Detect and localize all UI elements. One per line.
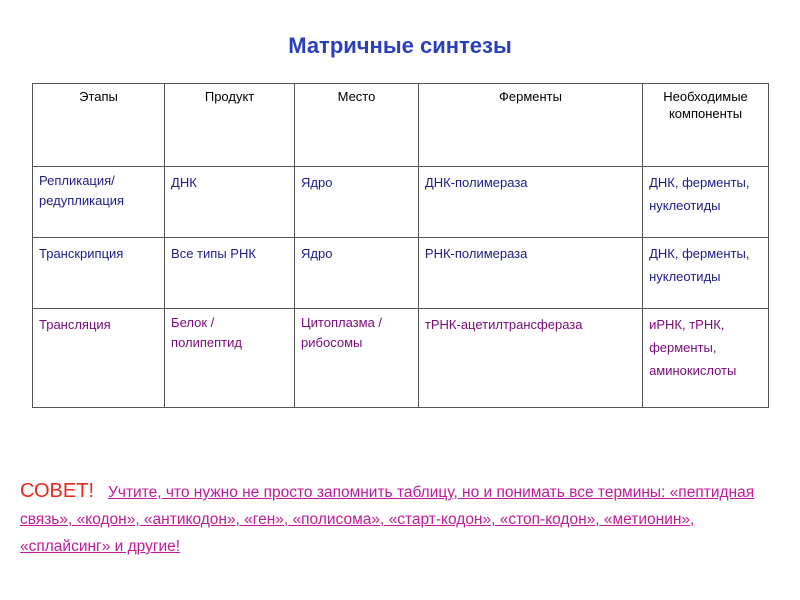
slide-title: Матричные синтезы: [288, 33, 512, 58]
cell-place: Цитоплазма / рибосомы: [295, 309, 419, 408]
advice-block: [20, 478, 780, 560]
cell-place: Ядро: [295, 238, 419, 309]
cell-components: ДНК, ферменты, нуклеотиды: [643, 238, 769, 309]
cell-stage: Транскрипция: [33, 238, 165, 309]
cell-stage: Репликация/ редупликация: [33, 167, 165, 238]
advice-text: Учтите, что нужно не просто запомнить таблицу, но и понимать все термины: «пептидная связь», «кодон», «антикодон», «ген», «полисома», «старт-кодон», «стоп-кодон», «метионин», «сплайсинг» и другие!: [20, 484, 755, 555]
cell-product: Все типы РНК: [165, 238, 295, 309]
table-row: [33, 167, 769, 238]
cell-enzymes: тРНК-ацетилтрансфераза: [418, 309, 642, 408]
cell-product: ДНК: [165, 167, 295, 238]
cell-stage: Трансляция: [33, 309, 165, 408]
table-header-row: [33, 84, 769, 167]
table-row: [33, 309, 769, 408]
header-product: Продукт: [165, 84, 295, 167]
cell-components: ДНК, ферменты, нуклеотиды: [643, 167, 769, 238]
cell-enzymes: ДНК-полимераза: [418, 167, 642, 238]
header-place: Место: [295, 84, 419, 167]
cell-enzymes: РНК-полимераза: [418, 238, 642, 309]
advice-lead: СОВЕТ!: [20, 480, 95, 502]
cell-place: Ядро: [295, 167, 419, 238]
header-enzymes: Ферменты: [418, 84, 642, 167]
cell-product: Белок / полипептид: [165, 309, 295, 408]
table-row: [33, 238, 769, 309]
header-components: Необходимые компоненты: [643, 84, 769, 167]
cell-components: иРНК, тРНК, ферменты, аминокислоты: [643, 309, 769, 408]
matrix-synthesis-table: [32, 83, 769, 408]
header-stages: Этапы: [33, 84, 165, 167]
